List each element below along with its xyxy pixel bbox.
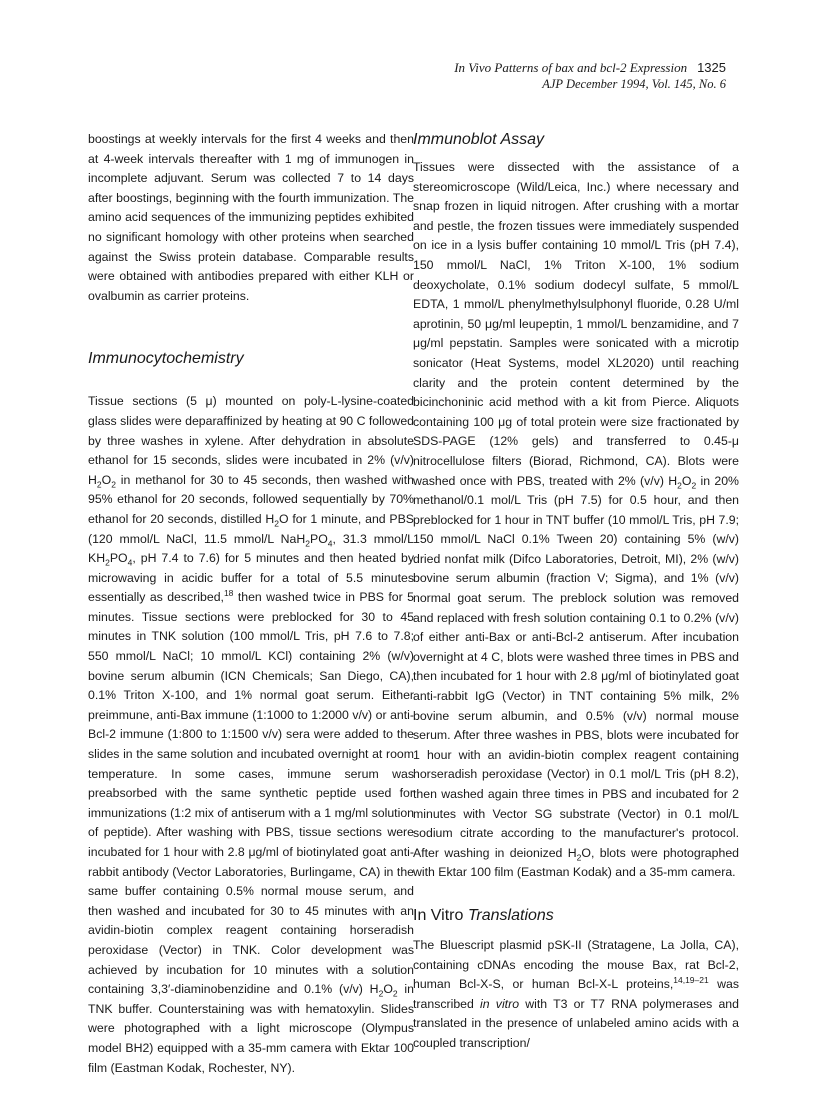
heading-immunocytochemistry: Immunocytochemistry xyxy=(88,350,244,368)
paragraph-immunocytochemistry: Tissue sections (5 μ) mounted on poly-L-lysine-coated glass slides were deparaffinized by heating at 90 C followed by three washes in xylene. After dehydration in absolute ethanol for 15 seconds, slides were incubated in 2% (v/v) $H_2O_2$ in methanol for 30 to 45 seconds, then washed with 95% ethanol for 20 seconds, followed sequentially by 70% ethanol for 20 seconds, distilled $H_2O$ for 1 minute, and PBS (120 mmol/L NaCl, 11.5 mmol/L $NaH_2PO_4$, 31.3 mmol/L $KH_2PO_4$, pH 7.4 to 7.6) for 5 minutes and then heated by microwaving in acidic buffer for a total of 5.5 minutes essentially as described,$^{18}$ then washed twice in PBS for 5 minutes. Tissue sections were preblocked for 30 to 45 minutes in TNK solution (100 mmol/L Tris, pH 7.6 to 7.8; 550 mmol/L NaCl; 10 mmol/L KCl) containing 2% (w/v) bovine serum albumin (ICN Chemicals; San Diego, CA), 0.1% Triton X-100, and 1% normal goat serum. Either preimmune, anti-Bax immune (1:1000 to 1:2000 v/v) or anti-Bcl-2 immune (1:800 to 1:1500 v/v) sera were added to the slides in the same solution and incubated overnight at room temperature. In some cases, immune serum was preabsorbed with the same synthetic peptide used for immunizations (1:2 mix of antiserum with a 1 mg/ml solution of peptide). After washing with PBS, tissue sections were incubated for 1 hour with 2.8 μg/ml of biotinylated goat anti-rabbit antibody (Vector Laboratories, Burlingame, CA) in the same buffer containing 0.5% normal mouse serum, and then washed and incubated for 30 to 45 minutes with an avidin-biotin complex reagent containing horseradish peroxidase (Vector) in TNK. Color development was achieved by incubation for 10 minutes with a solution containing 3,3′-diaminobenzidine and 0.1% (v/v) $H_2O_2$ in TNK buffer. Counterstaining was with hematoxylin. Slides were photographed with a light microscope (Olympus model BH2) equipped with a 35-mm camera with Ektar 100 film (Eastman Kodak, Rochester, NY). xyxy=(88,394,415,1075)
paragraph-antibody-continued: boostings at weekly intervals for the first 4 weeks and then at 4-week intervals thereafter with 1 mg of immunogen in incomplete adjuvant. Serum was collected 7 to 14 days after boostings, beginning with the fourth immunization. The amino acid sequences of the immunizing peptides exhibited no significant homology with other proteins when searched against the Swiss protein database. Comparable results were obtained with antibodies prepared with either KLH or ovalbumin as carrier proteins. xyxy=(88,132,414,303)
page-number: 1325 xyxy=(697,60,726,75)
heading-in-vitro-translations: In Vitro Translations xyxy=(413,906,554,924)
running-head xyxy=(454,60,726,92)
paragraph-in-vitro-translations: The Bluescript plasmid pSK-II (Stratagene, La Jolla, CA), containing cDNAs encoding the mouse Bax, rat Bcl-2, human Bcl-X-S, or human Bcl-X-L proteins,$^{14,19-21}$ was transcribed in vitro with T3 or T7 RNA polymerases and translated in the presence of unlabeled amino acids with a coupled transcription/ xyxy=(413,937,739,1050)
right-column xyxy=(413,130,739,1054)
references-14-19-21: 14,19–21 xyxy=(673,975,709,986)
journal-citation: AJP December 1994, Vol. 145, No. 6 xyxy=(542,77,726,91)
paragraph-immunoblot: Tissues were dissected with the assistance of a stereomicroscope (Wild/Leica, Inc.) where necessary and snap frozen in liquid nitrogen. After crushing with a mortar and pestle, the frozen tissues were immediately suspended on ice in a lysis buffer containing 10 mmol/L Tris (pH 7.4), 150 mmol/L NaCl, 1% Triton X-100, 1% sodium deoxycholate, 0.1% sodium dodecyl sulfate, 5 mmol/L EDTA, 1 mmol/L phenylmethylsulphonyl fluoride, 0.28 U/ml aprotinin, 50 μg/ml leupeptin, 1 mmol/L benzamidine, and 7 μg/ml pepstatin. Samples were sonicated with a microtip sonicator (Heat Systems, model XL2020) until reaching clarity and the protein content determined by the bicinchoninic acid method with a kit from Pierce. Aliquots containing 100 μg of total protein were size fractionated by SDS-PAGE (12% gels) and transferred to 0.45-μ nitrocellulose filters (Biorad, Richmond, CA). Blots were washed once with PBS, treated with 2% (v/v) $H_2O_2$ in 20% methanol/0.1 mol/L Tris (pH 7.5) for 0.5 hour, and then preblocked for 1 hour in TNT buffer (10 mmol/L Tris, pH 7.9; 150 mmol/L NaCl 0.1% Tween 20) containing 5% (w/v) dried nonfat milk (Difco Laboratories, Detroit, MI), 2% (w/v) bovine serum albumin (fraction V; Sigma), and 1% (v/v) normal goat serum. The preblock solution was removed and replaced with fresh solution containing 0.1 to 0.2% (v/v) of either anti-Bax or anti-Bcl-2 antiserum. After incubation overnight at 4 C, blots were washed three times in PBS and then incubated for 1 hour with 2.8 μg/ml of biotinylated goat anti-rabbit IgG (Vector) in TNT containing 5% milk, 2% bovine serum albumin, and 0.5% (v/v) normal mouse serum. After three washes in PBS, blots were incubated for 1 hour with an avidin-biotin complex reagent containing horseradish peroxidase (Vector) in 0.1 mol/L Tris (pH 8.2), then washed again three times in PBS and incubated for 2 minutes with Vector SG substrate (Vector) in 0.1 mol/L sodium citrate according to the manufacturer's protocol. After washing in deionized $H_2O$, blots were photographed with Ektar 100 film (Eastman Kodak) and a 35-mm camera. xyxy=(413,160,739,880)
reference-18: 18 xyxy=(223,588,234,599)
running-head-title: In Vivo Patterns of bax and bcl-2 Expression xyxy=(454,60,688,75)
left-column xyxy=(88,130,414,1078)
running-head-title-line xyxy=(454,60,726,76)
heading-immunoblot-assay: Immunoblot Assay xyxy=(413,131,545,148)
